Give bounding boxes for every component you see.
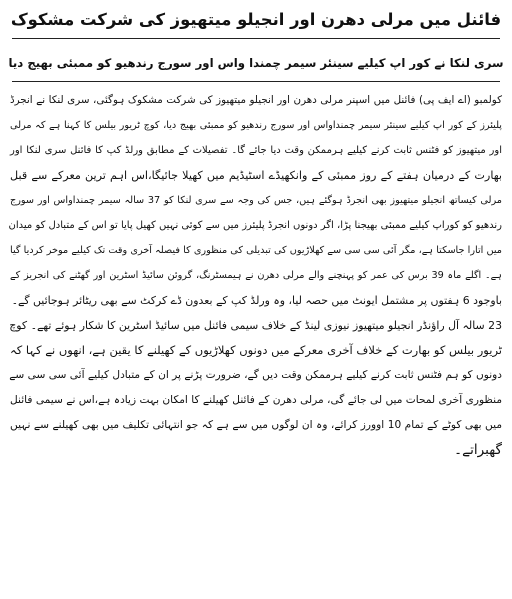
body-line: پلیئرز کے کور اپ کیلیے سینئر سیمر چمنداواس اور سورج رندھیو کو ممبئی بھیج دیا، کوچ ٹریور بیلس کا کہنا ہے کہ مرلی xyxy=(10,120,502,131)
body-line: ٹریور بیلس کو بھارت کے خلاف آخری معرکے میں دونوں کھلاڑیوں کے کھیلنے کا یقین ہے، انھوں نے کہا کہ xyxy=(10,343,502,357)
subheadline-rule xyxy=(12,81,500,82)
headline: فائنل میں مرلی دھرن اور انجیلو میتھیوز کی شرکت مشکوک xyxy=(10,10,502,29)
body-line: مرلی کیساتھ انجیلو میتھیوز بھی انجرڈ ہوگئے ہیں، جس کی وجہ سے سری لنکا کو 37 سالہ سیمر چمنداواس اور سورج xyxy=(10,195,502,206)
body-line: رندھیو کو کوراپ کیلیے ممبئی بھیجنا پڑا، اگر دونوں انجرڈ پلیئرز میں سے کوئی نہیں کھیل پایا تو اس کے متبادل کو میدان xyxy=(8,220,502,231)
body-line: دونوں کو ہم فٹنس ثابت کرنے کیلیے ہرممکن وقت دیں گے، ضرورت پڑنے پر ان کے متبادل کیلیے آئی سی سی سے xyxy=(9,369,502,381)
body-line: میں اتارا جاسکتا ہے، مگر آئی سی سی سے کھلاڑیوں کی تبدیلی کی منظوری کا فیصلہ آخری وقت تک کیلیے موخر کردیا گیا xyxy=(10,245,502,256)
body-line: اور میتھیوز کو فٹنس ثابت کرنے کیلیے ہرممکن وقت دیا جائے گا۔ تفصیلات کے مطابق ورلڈ کپ کا فائنل سری لنکا اور xyxy=(10,145,502,156)
body-line: بھارت کے درمیان ہفتے کے روز ممبئی کے وانکھیڈے اسٹیڈیم میں کھیلا جائیگا،اس اہم ترین معرکے سے قبل xyxy=(10,169,502,182)
body-line: منظوری آخری لمحات میں لی جائے گی، مرلی دھرن کے فائنل کھیلنے کا امکان بہت زیادہ ہے،اس نے سیمی فائنل xyxy=(10,394,502,406)
body-line: گھبراتے۔ xyxy=(454,442,502,458)
article-body xyxy=(8,88,504,463)
body-line: باوجود 6 ہفتوں پر مشتمل ایونٹ میں حصہ لیا، وہ ورلڈ کپ کے بعدون ڈے کرکٹ سے بھی ریٹائر ہوجائیں گے۔ xyxy=(11,294,502,307)
body-line: ہے۔ اگلے ماہ 39 برس کی عمر کو پہنچنے والے مرلی دھرن نے ہیمسٹرنگ، گروئن سائیڈ اسٹرین اور گھٹنے کی انجریز کے xyxy=(10,270,502,281)
subheadline: سری لنکا نے کور اپ کیلیے سینئر سیمر چمندا واس اور سورج رندھیو کو ممبئی بھیج دیا xyxy=(8,56,504,70)
body-line: میں بھی کوٹے کے تمام 10 اوورز کرائے، وہ ان لوگوں میں سے ہے کہ جو انتہائی تکلیف میں بھی کھیلنے سے نہیں xyxy=(10,419,502,431)
body-line: کولمبو (اے ایف پی) فائنل میں اسپنر مرلی دھرن اور انجیلو میتھیوز کی شرکت مشکوک ہوگئی، سری لنکا نے انجرڈ xyxy=(10,94,502,106)
body-line: 23 سالہ آل راؤنڈر انجیلو میتھیوز نیوزی لینڈ کے خلاف سیمی فائنل میں سائیڈ اسٹرین کا شکار ہوئے تھے۔ کوچ xyxy=(9,319,502,332)
headline-rule xyxy=(12,38,500,39)
